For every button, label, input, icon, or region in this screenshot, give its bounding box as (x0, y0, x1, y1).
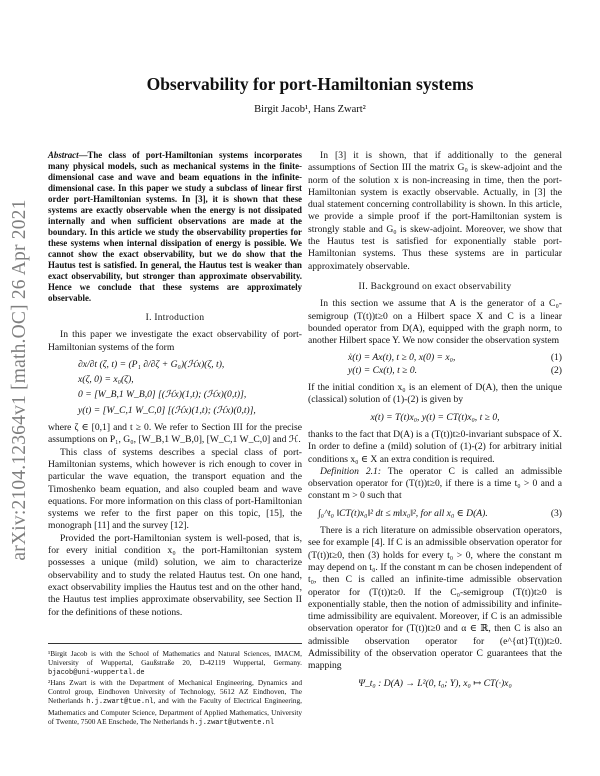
footnote-1-email[interactable]: bjacob@uni-wuppertal.de (48, 669, 145, 678)
definition-label: Definition 2.1: (320, 465, 382, 477)
right-column (308, 150, 562, 695)
equation-2-row (348, 365, 562, 377)
right-paragraph-1: In [3] it is shown, that if additionally to the general assumptions of Section III the matrix G₀ is skew-adjoint and the norm of the solution x is non-increasing in time, then the port-Hamiltonian system is exactly observable. Actually, in [3] the dual statement concerning controllability is shown. In this article, we provide a simple proof if the port-Hamiltonian system is strongly stable and G₀ is skew-adjoint. Moreover, we show that the Hautus test is satisfied for exponentially stable port-Hamiltonian systems. Thus these systems are in particular approximately observable. (308, 150, 562, 272)
equation-2-number: (2) (550, 364, 562, 376)
definition-text: The operator C is called an admissible observation operator for (T(t))t≥0, if there is a time t₀ > 0 and a constant m > 0 such that (308, 465, 562, 502)
intro-paragraph-2: where ζ ∈ [0,1] and t ≥ 0. We refer to Section III for the precise assumptions on P₁, G₀, [W_B,1 W_B,0], [W_C,1 W_C,0] and ℋ. (48, 422, 302, 446)
intro-paragraph-1: In this paper we investigate the exact observability of port-Hamiltonian systems of the form (48, 329, 302, 353)
paper-authors: Birgit Jacob¹, Hans Zwart² (254, 104, 366, 115)
equations-1-2 (308, 352, 562, 377)
footnotes (48, 643, 302, 728)
section2-paragraph-4: There is a rich literature on admissible observation operators, see for example [4]. If C is an admissible observation operator for (T(t))t≥0, then (3) holds for every t₀ > 0, where the constant m may depend on t₀. If the constant m can be chosen independent of t₀, then C is called an infinite-time admissible observation operator for (T(t))t≥0. If the C₀-semigroup (T(t))t≥0 is exponentially stable, then the notion of admissibility and infinite-time admissibility are equivalent. Moreover, if C is an admissible observation operator for (T(t))t≥0 and α ∈ ℝ, then C is also an admissible observation operator for (e^{αt}T(t))t≥0. Admissibility of the observation operator C guarantees that the mapping (308, 525, 562, 672)
section-heading-introduction: I. Introduction (145, 313, 205, 323)
equation-3: ∫₀^t₀ ‖CT(t)x₀‖² dt ≤ m‖x₀‖², for all x₀ ∈ D(A). (318, 507, 488, 519)
footnote-1-text: ¹Birgit Jacob is with the School of Mathematics and Natural Sciences, IMACM, University of Wuppertal, Gaußstraße 20, D-42119 Wuppertal, Germany. (48, 649, 302, 668)
section-heading-background: II. Background on exact observability (358, 281, 512, 292)
equation-initial: x(ζ, 0) = x₀(ζ), (78, 374, 134, 386)
abstract (48, 150, 302, 304)
equation-1-row (348, 352, 562, 364)
footnote-2-text: ²Hans Zwart is with the Department of Mechanical Engineering, Dynamics and Control group, Eindhoven University of Technology, 5612 AZ Eindhoven, The Netherlands (48, 678, 302, 706)
footnote-2-email[interactable]: h.j.zwart@tue.nl (86, 698, 154, 707)
intro-paragraph-3: This class of systems describes a special class of port-Hamiltonian systems, which however is rich enough to cover in particular the wave equation, the transport equation and the Timoshenko beam equation, and also coupled beam and wave equations. For more information on this class of port-Hamiltonian systems we refer to the first paper on this topic, [15], the monograph [11] and the survey [12]. (48, 446, 302, 532)
footnote-2-email-b[interactable]: h.j.zwart@utwente.nl (190, 718, 275, 727)
equation-mapping: Ψ_t₀ : D(A) → L²(0, t₀; Y), x₀ ↦ CT(·)x₀ (358, 677, 512, 689)
footnote-2 (48, 678, 302, 727)
abstract-label: Abstract (48, 150, 79, 160)
equation-3-row (308, 508, 562, 520)
section2-paragraph-2: If the initial condition x₀ is an element of D(A), then the unique (classical) solution of (1)-(2) is given by (308, 382, 562, 406)
section2-paragraph-1: In this section we assume that A is the generator of a C₀-semigroup (T(t))t≥0 on a Hilbert space X and C is a linear bounded operator from D(A), equipped with the graph norm, to another Hilbert space Y. We now consider the observation system (308, 298, 562, 347)
paper-title: Observability for port-Hamiltonian systems (146, 74, 474, 94)
intro-paragraph-4: Provided the port-Hamiltonian system is well-posed, that is, for every initial condition x₀ the port-Hamiltonian system possesses a unique (mild) solution, we aim to characterize observability and to study the related Hautus test. On one hand, exact observability implies the Hautus test and on the other hand, the Hautus test implies approximate observability, see Section II for the definitions of these notions. (48, 532, 302, 618)
equation-1-number: (1) (550, 352, 562, 364)
abstract-text: —The class of port-Hamiltonian systems incorporates many physical models, such as mechanical systems in the finite-dimensional case and wave and beam equations in the infinite-dimensional case. In this paper we study a subclass of linear first order port-Hamiltonian systems. In [3], it is shown that these systems are exactly observable when the energy is not dissipated internally and when sufficient observations are made at the boundary. In this article we study the observability properties for these systems when internal dissipation of energy is possible. We cannot show the exact observability, but we do show that the Hautus test is satisfied. In general, the Hautus test is weaker than exact observability, but stronger than approximate observability. Hence we conclude that these systems are approximately observable. (48, 150, 302, 303)
equation-1: ẋ(t) = Ax(t), t ≥ 0, x(0) = x₀, (348, 352, 456, 364)
equation-system (48, 359, 302, 417)
arxiv-stamp (2, 199, 38, 561)
equation-pde: ∂x/∂t (ζ, t) = (P₁ ∂/∂ζ + G₀)(ℋx)(ζ, t), (78, 358, 225, 370)
equation-solution: x(t) = T(t)x₀, y(t) = CT(t)x₀, t ≥ 0, (370, 411, 500, 423)
footnote-2-continuation: , and with the Faculty of Electrical Engineering, Mathematics and Computer Science, Department of Applied Mathematics, University of Twente, 7500 AE Enschede, The Netherlands (48, 696, 302, 726)
definition-2-1 (308, 466, 562, 503)
left-column (48, 150, 302, 619)
arxiv-stamp-text: arXiv:2104.12364v1 [math.OC] 26 Apr 2021 (9, 199, 30, 561)
equation-2: y(t) = Cx(t), t ≥ 0. (348, 364, 418, 376)
equation-output: y(t) = [W_C,1 W_C,0] [(ℋx)(1,t); (ℋx)(0,t)], (78, 404, 256, 416)
equation-3-number: (3) (550, 507, 562, 519)
section2-paragraph-3: thanks to the fact that D(A) is a (T(t))t≥0-invariant subspace of X. In order to define a (mild) solution of (1)-(2) for arbitrary initial conditions x₀ ∈ X an extra condition is required. (308, 428, 562, 465)
equation-boundary: 0 = [W_B,1 W_B,0] [(ℋx)(1,t); (ℋx)(0,t)], (78, 389, 247, 401)
footnote-1 (48, 649, 302, 678)
